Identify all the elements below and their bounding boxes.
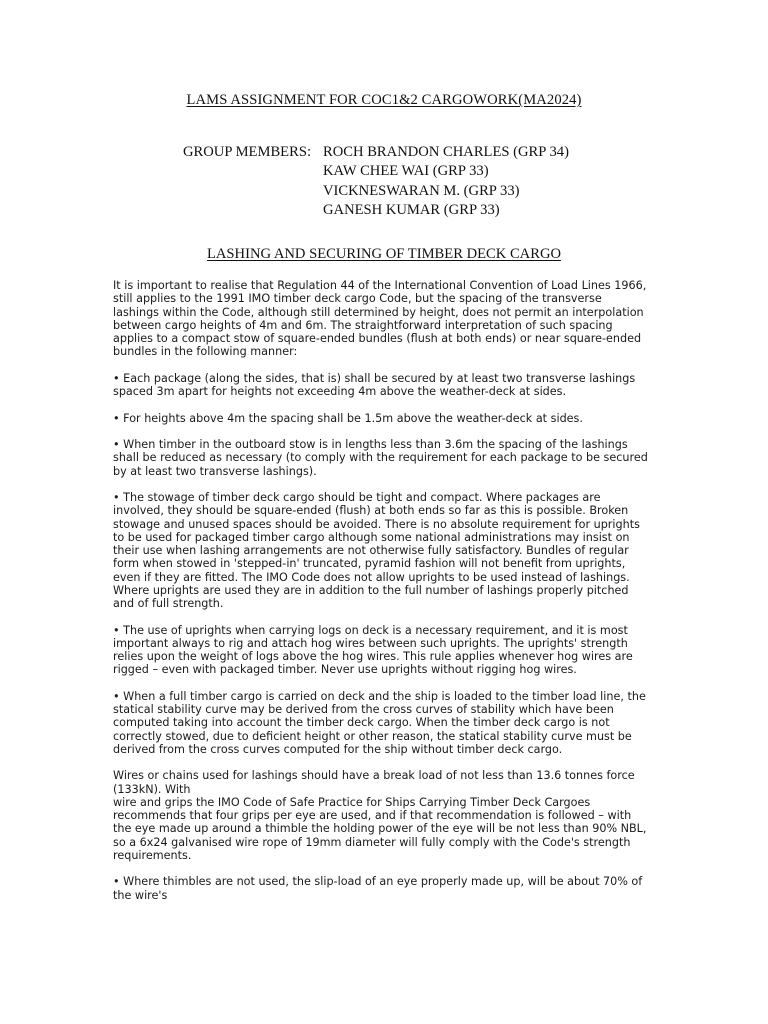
paragraph-line: correctly stowed, due to deficient height or other reason, the statical stability curve must be — [113, 729, 632, 743]
paragraph-line: recommends that four grips per eye are used, and if that recommendation is followed – with — [113, 809, 632, 822]
document-title: LAMS ASSIGNMENT FOR COC1&2 CARGOWORK(MA2024) — [186, 92, 582, 108]
paragraph — [113, 624, 658, 677]
section-heading: LASHING AND SECURING OF TIMBER DECK CARGO — [206, 246, 562, 262]
group-member-row — [183, 182, 569, 201]
group-member-name: VICKNESWARAN M. (GRP 33) — [323, 182, 520, 199]
paragraph-line: • Where thimbles are not used, the slip-load of an eye properly made up, will be about 70% of — [113, 875, 643, 889]
paragraph — [113, 491, 658, 610]
paragraph-line: It is important to realise that Regulation 44 of the International Convention of Load Lines 1966, — [113, 279, 647, 292]
paragraph-line: even if they are fitted. The IMO Code does not allow uprights to be used instead of lashings. — [113, 570, 630, 584]
group-members-block — [183, 143, 569, 220]
paragraph-line: their use when lashing arrangements are not otherwise fully satisfactory. Bundles of regular — [113, 544, 629, 557]
group-member-row — [183, 201, 569, 220]
paragraph-line: • For heights above 4m the spacing shall be 1.5m above the weather-deck at sides. — [113, 411, 583, 425]
paragraph-line: bundles in the following manner: — [113, 345, 298, 359]
paragraph — [113, 690, 658, 756]
paragraph-line: • Each package (along the sides, that is) shall be secured by at least two transverse lashings — [113, 371, 636, 385]
paragraph-line: the wire's — [113, 888, 168, 902]
paragraph-line: between cargo heights of 4m and 6m. The straightforward interpretation of such spacing — [113, 318, 613, 332]
paragraph-line: • The use of uprights when carrying logs on deck is a necessary requirement, and it is most — [113, 623, 628, 637]
paragraph-line: to be used for packaged timber cargo although some national administrations may insist on — [113, 530, 630, 544]
group-member-name: KAW CHEE WAI (GRP 33) — [323, 163, 489, 180]
paragraph-line: • When a full timber cargo is carried on deck and the ship is loaded to the timber load line, the — [113, 689, 646, 703]
paragraph-line: statical stability curve may be derived from the cross curves of stability which have been — [113, 703, 614, 716]
paragraph-line: important always to rig and attach hog wires between such uprights. The uprights' strength — [113, 636, 628, 650]
paragraph-line: involved, they should be square-ended (flush) at both ends so far as this is possible. Broken — [113, 504, 629, 518]
paragraph-line: • When timber in the outboard stow is in lengths less than 3.6m the spacing of the lashings — [113, 438, 628, 451]
paragraph — [113, 769, 658, 862]
paragraph — [113, 279, 658, 359]
paragraph-line: so a 6x24 galvanised wire rope of 19mm diameter will fully comply with the Code's strength — [113, 835, 631, 849]
paragraph — [113, 875, 658, 902]
paragraph-line: rigged – even with packaged timber. Never use uprights without rigging hog wires. — [113, 663, 577, 677]
paragraph-line: still applies to the 1991 IMO timber deck cargo Code, but the spacing of the transverse — [113, 292, 602, 306]
paragraph-line: the eye made up around a thimble the holding power of the eye will be not less than 90% NBL, — [113, 822, 647, 836]
paragraph — [113, 412, 658, 425]
group-member-name: ROCH BRANDON CHARLES (GRP 34) — [323, 144, 569, 160]
paragraph-line: derived from the cross curves computed for the ship without timber deck cargo. — [113, 742, 563, 756]
paragraph-line: (133kN). With — [113, 782, 191, 796]
paragraph — [113, 372, 658, 399]
body-text — [113, 279, 658, 915]
paragraph-line: Wires or chains used for lashings should have a break load of not less than 13.6 tonnes force — [113, 769, 635, 783]
paragraph-line: stowage and unused spaces should be avoided. There is no absolute requirement for uprights — [113, 517, 640, 531]
paragraph-line: and of full strength. — [113, 597, 224, 610]
paragraph-line: spaced 3m apart for heights not exceeding 4m above the weather-deck at sides. — [113, 385, 567, 398]
paragraph-line: relies upon the weight of logs above the hog wires. This rule applies whenever hog wires are — [113, 650, 633, 663]
paragraph-line: form when stowed in 'stepped-in' truncated, pyramid fashion will not benefit from uprights, — [113, 557, 626, 571]
paragraph-line: Where uprights are used they are in addition to the full number of lashings properly pitched — [113, 583, 629, 597]
group-member-row — [183, 143, 569, 162]
paragraph-line: requirements. — [113, 848, 192, 862]
paragraph-line: lashings within the Code, although still determined by height, does not permit an interpolation — [113, 305, 644, 319]
paragraph-line: • The stowage of timber deck cargo should be tight and compact. Where packages are — [113, 491, 601, 504]
paragraph-line: wire and grips the IMO Code of Safe Practice for Ships Carrying Timber Deck Cargoes — [113, 795, 591, 809]
group-member-name: GANESH KUMAR (GRP 33) — [323, 201, 500, 218]
paragraph-line: by at least two transverse lashings). — [113, 464, 317, 478]
paragraph-line: computed taking into account the timber deck cargo. When the timber deck cargo is not — [113, 716, 610, 730]
group-members-label: GROUP MEMBERS: — [183, 144, 311, 160]
paragraph-line: applies to a compact stow of square-ended bundles (flush at both ends) or near square-ended — [113, 332, 642, 345]
paragraph — [113, 438, 658, 478]
group-member-row — [183, 162, 569, 181]
paragraph-line: shall be reduced as necessary (to comply with the requirement for each package to be secured — [113, 451, 648, 465]
